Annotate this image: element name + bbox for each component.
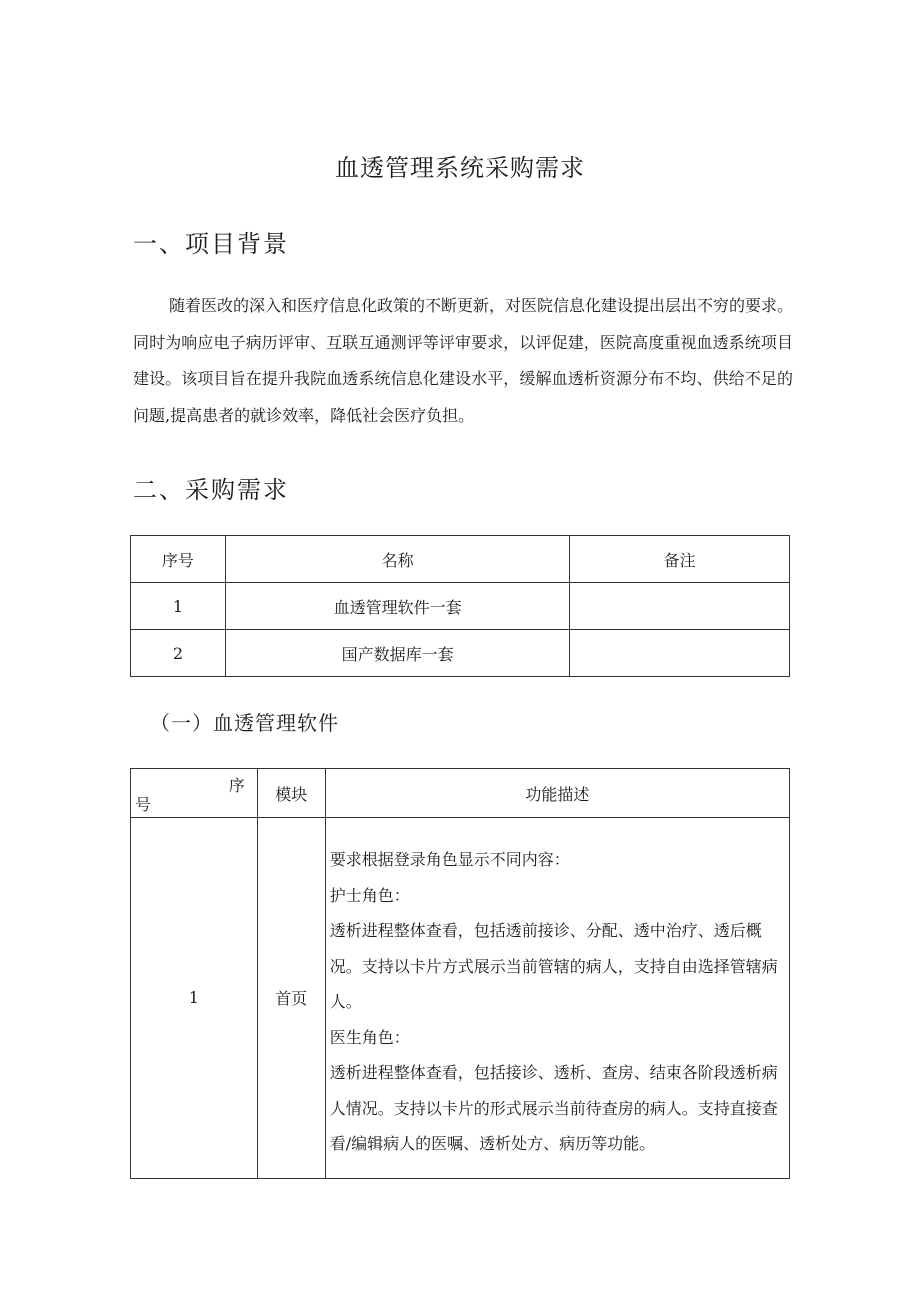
function-table xyxy=(130,768,790,1179)
header-seq-bottom: 号 xyxy=(135,795,152,814)
cell-note xyxy=(570,583,790,630)
table-header-row xyxy=(131,769,790,818)
header-note: 备注 xyxy=(570,536,790,583)
cell-seq: 1 xyxy=(131,583,226,630)
header-seq-top: 序 xyxy=(228,776,245,795)
header-seq: 序号 xyxy=(131,536,226,583)
cell-seq: 2 xyxy=(131,630,226,677)
document-title: 血透管理系统采购需求 xyxy=(335,154,585,182)
table-row xyxy=(131,583,790,630)
cell-note xyxy=(570,630,790,677)
header-name: 名称 xyxy=(225,536,569,583)
desc-line: 透析进程整体查看，包括透前接诊、分配、透中治疗、透后概况。支持以卡片方式展示当前管辖的病人，支持自由选择管辖病人。 xyxy=(329,921,778,1011)
table-row xyxy=(131,818,790,1179)
cell-description xyxy=(325,818,789,1179)
cell-module: 首页 xyxy=(257,818,325,1179)
section-heading-requirements: 二、采购需求 xyxy=(133,476,289,504)
desc-line: 要求根据登录角色显示不同内容： xyxy=(329,850,570,869)
table-row xyxy=(131,630,790,677)
procurement-table xyxy=(130,535,790,677)
header-module: 模块 xyxy=(257,769,325,818)
subsection-heading: （一）血透管理软件 xyxy=(150,711,339,735)
header-desc: 功能描述 xyxy=(325,769,789,818)
background-paragraph: 随着医改的深入和医疗信息化政策的不断更新，对医院信息化建设提出层出不穷的要求。同时为响应电子病历评审、互联互通测评等评审要求，以评促建，医院高度重视血透系统项目建设。该项目旨在提升我院血透系统信息化建设水平，缓解血透析资源分布不均、供给不足的问题,提高患者的就诊效率，降低社会医疗负担。 xyxy=(133,296,794,425)
cell-name: 国产数据库一套 xyxy=(225,630,569,677)
cell-name: 血透管理软件一套 xyxy=(225,583,569,630)
table-header-row xyxy=(131,536,790,583)
desc-line: 透析进程整体查看，包括接诊、透析、查房、结束各阶段透析病人情况。支持以卡片的形式展示当前待查房的病人。支持直接查看/编辑病人的医嘱、透析处方、病历等功能。 xyxy=(329,1063,778,1153)
header-seq xyxy=(131,769,258,818)
desc-line: 医生角色： xyxy=(329,1027,410,1047)
cell-seq: 1 xyxy=(131,818,258,1179)
desc-line: 护士角色： xyxy=(329,885,410,905)
section-heading-background: 一、项目背景 xyxy=(133,230,289,258)
